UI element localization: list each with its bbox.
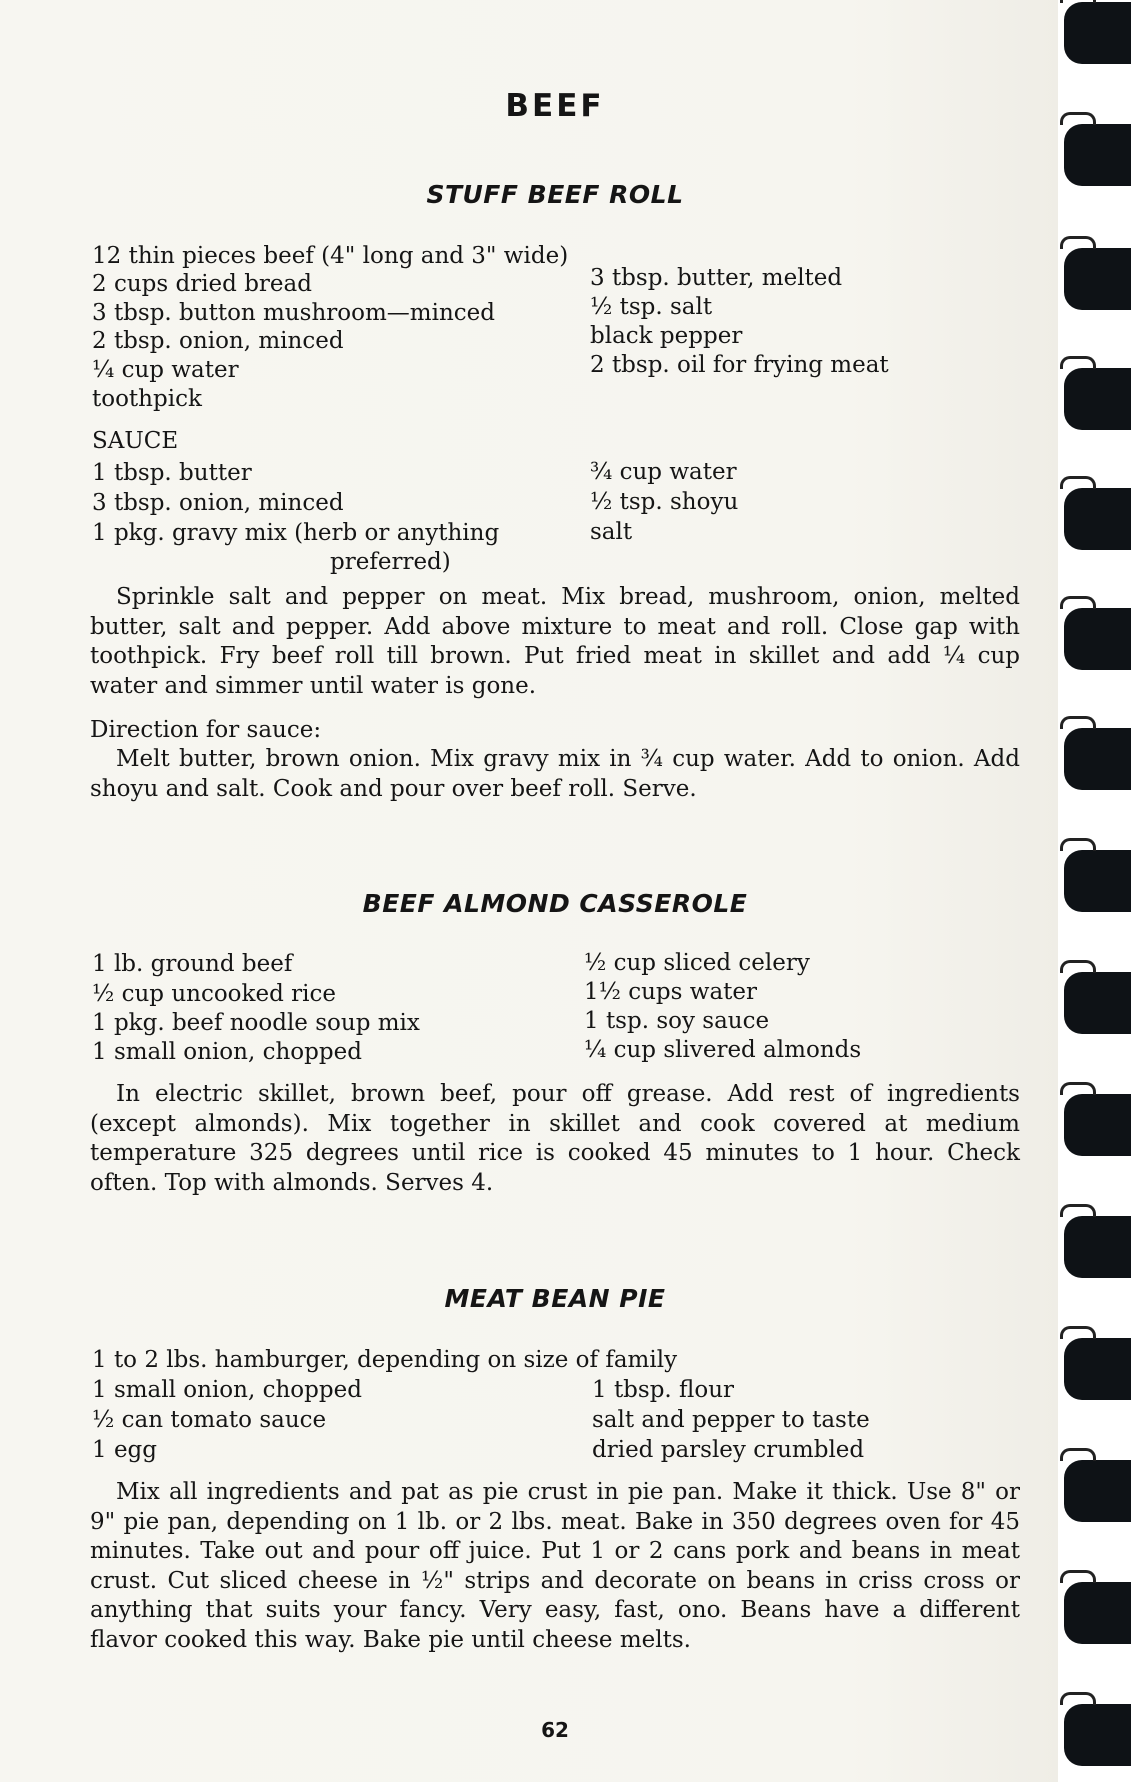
binding-ring — [1064, 1338, 1131, 1400]
ingredient-line: ½ cup uncooked rice — [92, 981, 336, 1007]
binding-ring — [1064, 972, 1131, 1034]
ingredient-line: 12 thin pieces beef (4" long and 3" wide) — [92, 243, 569, 269]
ingredient-line: 1 egg — [92, 1437, 158, 1463]
recipe-directions: Mix all ingredients and pat as pie crust in pie pan. Make it thick. Use 8" or 9" pie pan, depending on 1 lb. or 2 lbs. meat. Bake in 350 degrees oven for 45 minutes. Take out and pour off juice. Put 1 or 2 cans pork and beans in meat crust. Cut sliced cheese in ½" strips and decorate on beans in criss cross or anything that suits your fancy. Very easy, fast, ono. Beans have a different flavor cooked this way. Bake pie until cheese melts. — [90, 1479, 1020, 1653]
ingredient-line: ¼ cup water — [92, 357, 239, 383]
recipe-directions: Sprinkle salt and pepper on meat. Mix bread, mushroom, onion, melted butter, salt and pepper. Add above mixture to meat and roll. Close gap with toothpick. Fry beef roll till brown. Put fried meat in skillet and add ¼ cup water and simmer until water is gone. — [90, 584, 1020, 699]
ingredient-line: 2 cups dried bread — [92, 271, 312, 297]
sauce-direction-label: Direction for sauce: — [90, 717, 322, 743]
ingredient-line: 1 tbsp. flour — [592, 1377, 735, 1403]
ingredient-line: 1 to 2 lbs. hamburger, depending on size of family — [92, 1347, 678, 1373]
ingredient-line: 1 small onion, chopped — [92, 1377, 362, 1403]
section-title: BEEF — [505, 88, 605, 124]
binding-ring — [1064, 488, 1131, 550]
binding-ring — [1064, 728, 1131, 790]
binding-ring — [1064, 1460, 1131, 1522]
sauce-ingredient-line: 1 pkg. gravy mix (herb or anything — [92, 520, 500, 546]
sauce-directions: Melt butter, brown onion. Mix gravy mix in ¾ cup water. Add to onion. Add shoyu and salt. Cook and pour over beef roll. Serve. — [90, 746, 1020, 802]
recipe-title-meat-bean-pie: MEAT BEAN PIE — [444, 1284, 666, 1313]
binding-ring — [1064, 1582, 1131, 1644]
binding-ring — [1064, 2, 1131, 64]
binding-ring — [1064, 1094, 1131, 1156]
sauce-ingredient-line: salt — [590, 519, 633, 545]
sauce-label: SAUCE — [92, 428, 179, 454]
binding-ring — [1064, 1704, 1131, 1766]
ingredient-line: 3 tbsp. button mushroom—minced — [92, 300, 495, 326]
ingredient-line: 1½ cups water — [584, 979, 758, 1005]
ingredient-line: dried parsley crumbled — [592, 1437, 865, 1463]
ingredient-line: black pepper — [590, 323, 743, 349]
recipe-title-stuff-beef-roll: STUFF BEEF ROLL — [426, 180, 684, 209]
page-number: 62 — [541, 1718, 569, 1742]
ingredient-line: ½ can tomato sauce — [92, 1407, 327, 1433]
binding-ring — [1064, 248, 1131, 310]
sauce-ingredient-line: 1 tbsp. butter — [92, 460, 252, 486]
ingredient-line: 1 small onion, chopped — [92, 1039, 362, 1065]
sauce-ingredient-line: ¾ cup water — [590, 459, 737, 485]
ingredient-line: toothpick — [92, 386, 202, 412]
sauce-ingredient-line: preferred) — [330, 549, 451, 575]
ingredient-line: salt and pepper to taste — [592, 1407, 870, 1433]
recipe-title-beef-almond-casserole: BEEF ALMOND CASSEROLE — [362, 889, 748, 918]
binding-ring — [1064, 608, 1131, 670]
ingredient-line: 1 pkg. beef noodle soup mix — [92, 1010, 420, 1036]
ingredient-line: 1 tsp. soy sauce — [584, 1008, 770, 1034]
binding-ring — [1064, 1216, 1131, 1278]
ingredient-line: 1 lb. ground beef — [92, 951, 293, 977]
binding-ring — [1064, 124, 1131, 186]
recipe-directions: In electric skillet, brown beef, pour off grease. Add rest of ingredients (except almonds). Mix together in skillet and cook covered at medium temperature 325 degrees until rice is cooked 45 minutes to 1 hour. Check often. Top with almonds. Serves 4. — [90, 1081, 1020, 1196]
sauce-ingredient-line: 3 tbsp. onion, minced — [92, 490, 344, 516]
ingredient-line: ¼ cup slivered almonds — [584, 1037, 862, 1063]
ingredient-line: ½ cup sliced celery — [584, 950, 810, 976]
binding-ring — [1064, 850, 1131, 912]
ingredient-line: 3 tbsp. butter, melted — [590, 265, 843, 291]
ingredient-line: 2 tbsp. oil for frying meat — [590, 352, 889, 378]
sauce-ingredient-line: ½ tsp. shoyu — [590, 489, 739, 515]
binding-ring — [1064, 368, 1131, 430]
ingredient-line: 2 tbsp. onion, minced — [92, 328, 344, 354]
ingredient-line: ½ tsp. salt — [590, 294, 713, 320]
